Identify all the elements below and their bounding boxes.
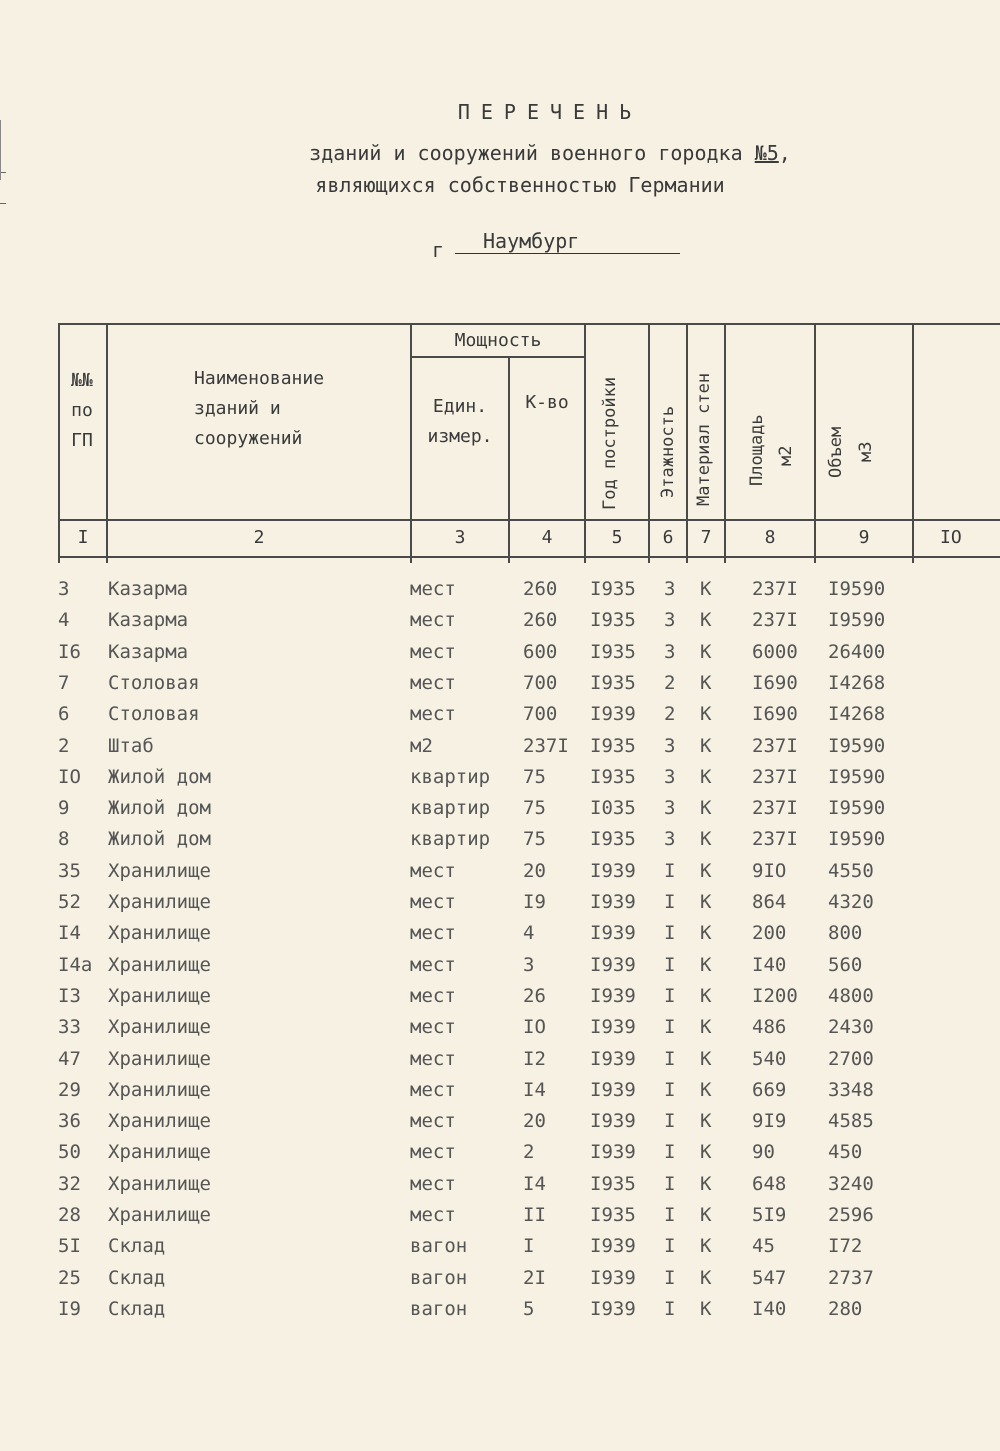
- cell-gp: 8: [58, 828, 70, 851]
- cell-walls: К: [700, 922, 712, 945]
- cell-walls: К: [700, 859, 712, 882]
- edge-line: [0, 120, 1, 180]
- cell-name: Жилой дом: [108, 828, 211, 851]
- cell-qty: 2: [523, 1141, 535, 1164]
- cell-qty: 75: [523, 828, 546, 851]
- cell-year: I935: [590, 578, 636, 600]
- cell-area: 486: [752, 1016, 787, 1039]
- cell-gp: 52: [58, 891, 81, 913]
- cell-name: Хранилище: [108, 1047, 211, 1070]
- cell-name: Склад: [108, 1235, 166, 1258]
- cell-year: I935: [590, 1204, 636, 1226]
- cell-qty: 75: [523, 765, 546, 788]
- cell-year: I939: [590, 1235, 636, 1258]
- cell-year: I035: [590, 797, 636, 820]
- cell-qty: 26: [523, 984, 546, 1007]
- cell-area: 45: [752, 1235, 775, 1258]
- cell-floors: I: [664, 1047, 676, 1070]
- city-label: г: [432, 238, 445, 262]
- cell-unit: мест: [410, 578, 456, 600]
- header-year: Год постройки: [600, 376, 620, 510]
- col-num-5: 5: [611, 527, 623, 548]
- cell-floors: I: [664, 1297, 676, 1320]
- cell-area: I690: [752, 671, 798, 694]
- cell-volume: 3240: [828, 1172, 874, 1195]
- cell-name: Склад: [108, 1266, 166, 1289]
- cell-floors: I: [664, 891, 676, 913]
- cell-volume: I4268: [828, 703, 886, 726]
- cell-name: Хранилище: [108, 922, 211, 945]
- cell-year: I939: [590, 1141, 636, 1164]
- header-area: Площадь: [747, 414, 767, 486]
- cell-area: I690: [752, 703, 798, 726]
- cell-year: I939: [590, 891, 636, 913]
- document-title: ПЕРЕЧЕНЬ: [457, 100, 643, 124]
- table-row: [0, 1204, 1000, 1234]
- cell-qty: 4: [523, 922, 535, 945]
- cell-gp: 36: [58, 1110, 81, 1133]
- cell-year: I935: [590, 671, 636, 694]
- cell-volume: I9590: [828, 828, 886, 851]
- cell-year: I939: [590, 1297, 636, 1320]
- cell-volume: 4585: [828, 1110, 874, 1133]
- cell-gp: 33: [58, 1016, 81, 1039]
- cell-area: 237I: [752, 765, 798, 788]
- cell-unit: мест: [410, 1016, 456, 1039]
- cell-floors: I: [664, 1266, 676, 1289]
- cell-floors: 3: [664, 797, 676, 820]
- cell-year: I935: [590, 734, 636, 757]
- col-num-3: 3: [454, 527, 466, 548]
- cell-volume: I9590: [828, 765, 886, 788]
- cell-floors: I: [664, 922, 676, 945]
- subtitle-text: зданий и сооружений военного городка: [309, 141, 743, 165]
- cell-unit: квартир: [410, 765, 491, 788]
- cell-name: Хранилище: [108, 1141, 211, 1164]
- cell-qty: 600: [523, 640, 558, 663]
- cell-volume: 26400: [828, 640, 886, 663]
- cell-name: Склад: [108, 1297, 166, 1320]
- cell-floors: 3: [664, 765, 676, 788]
- cell-qty: I4: [523, 1078, 546, 1101]
- table-row: [0, 609, 1000, 639]
- cell-unit: мест: [410, 703, 456, 726]
- cell-qty: I9: [523, 891, 546, 913]
- cell-floors: 3: [664, 734, 676, 757]
- cell-gp: 5I: [58, 1235, 81, 1258]
- cell-qty: IO: [523, 1016, 546, 1039]
- cell-gp: 9: [58, 797, 70, 820]
- cell-qty: 700: [523, 703, 558, 726]
- cell-unit: вагон: [410, 1297, 468, 1320]
- col-num-6: 6: [662, 527, 674, 548]
- cell-qty: 20: [523, 1110, 546, 1133]
- cell-walls: К: [700, 797, 712, 820]
- cell-floors: I: [664, 859, 676, 882]
- cell-gp: 7: [58, 671, 70, 694]
- cell-gp: I4a: [58, 953, 93, 976]
- cell-unit: квартир: [410, 828, 491, 851]
- col-num-8: 8: [764, 527, 776, 548]
- cell-name: Казарма: [108, 609, 189, 632]
- cell-volume: 450: [828, 1141, 863, 1164]
- table-row: [0, 1298, 1000, 1328]
- cell-gp: I9: [58, 1297, 81, 1320]
- cell-year: I939: [590, 703, 636, 726]
- table-row: [0, 735, 1000, 765]
- cell-unit: мест: [410, 859, 456, 882]
- cell-volume: I9590: [828, 609, 886, 632]
- table-row: [0, 797, 1000, 827]
- cell-walls: К: [700, 703, 712, 726]
- subtitle-comma: ,: [778, 141, 791, 165]
- table-row: [0, 860, 1000, 890]
- cell-volume: 3348: [828, 1078, 874, 1101]
- cell-volume: I9590: [828, 734, 886, 757]
- cell-qty: 237I: [523, 734, 569, 757]
- cell-area: 547: [752, 1266, 787, 1289]
- cell-qty: 3: [523, 953, 535, 976]
- cell-walls: К: [700, 828, 712, 851]
- header-qty: К-во: [525, 392, 569, 413]
- cell-year: I939: [590, 1110, 636, 1133]
- cell-floors: 3: [664, 828, 676, 851]
- cell-area: 9I9: [752, 1110, 787, 1133]
- cell-unit: мест: [410, 953, 456, 976]
- cell-floors: 3: [664, 640, 676, 663]
- cell-volume: 800: [828, 922, 863, 945]
- table-row: [0, 954, 1000, 984]
- cell-walls: К: [700, 1172, 712, 1195]
- cell-area: I40: [752, 953, 787, 976]
- cell-qty: I2: [523, 1047, 546, 1070]
- table-row: [0, 1235, 1000, 1265]
- cell-name: Жилой дом: [108, 797, 211, 820]
- cell-walls: К: [700, 609, 712, 632]
- cell-area: 237I: [752, 609, 798, 632]
- cell-year: I935: [590, 828, 636, 851]
- cell-name: Хранилище: [108, 1016, 211, 1039]
- table-row: [0, 985, 1000, 1015]
- cell-volume: I4268: [828, 671, 886, 694]
- cell-gp: 35: [58, 859, 81, 882]
- table-row: [0, 922, 1000, 952]
- cell-unit: мест: [410, 1078, 456, 1101]
- table-row: [0, 578, 1000, 608]
- cell-unit: мест: [410, 1172, 456, 1195]
- col-num-7: 7: [700, 527, 712, 548]
- cell-floors: I: [664, 953, 676, 976]
- col-num-9: 9: [858, 527, 870, 548]
- cell-walls: К: [700, 1141, 712, 1164]
- cell-gp: I4: [58, 922, 81, 945]
- cell-gp: I3: [58, 984, 81, 1007]
- table-row: [0, 1267, 1000, 1297]
- cell-unit: мест: [410, 1141, 456, 1164]
- cell-volume: I72: [828, 1235, 863, 1258]
- cell-floors: I: [664, 1078, 676, 1101]
- cell-walls: К: [700, 1047, 712, 1070]
- cell-year: I939: [590, 984, 636, 1007]
- cell-walls: К: [700, 1016, 712, 1039]
- cell-unit: м2: [410, 734, 433, 757]
- cell-area: 90: [752, 1141, 775, 1164]
- cell-unit: мест: [410, 891, 456, 913]
- cell-name: Хранилище: [108, 984, 211, 1007]
- cell-unit: квартир: [410, 797, 491, 820]
- cell-name: Хранилище: [108, 891, 211, 913]
- table-row: [0, 672, 1000, 702]
- cell-name: Хранилище: [108, 1110, 211, 1133]
- cell-name: Хранилище: [108, 1204, 211, 1226]
- cell-year: I935: [590, 640, 636, 663]
- cell-year: I935: [590, 609, 636, 632]
- document-subtitle-line1: [50, 141, 1000, 165]
- cell-area: 648: [752, 1172, 787, 1195]
- cell-area: 237I: [752, 797, 798, 820]
- table-row: [0, 1173, 1000, 1203]
- cell-floors: I: [664, 1204, 676, 1226]
- cell-gp: 4: [58, 609, 70, 632]
- cell-year: I939: [590, 1016, 636, 1039]
- cell-gp: 47: [58, 1047, 81, 1070]
- cell-qty: 260: [523, 578, 558, 600]
- cell-floors: I: [664, 1110, 676, 1133]
- cell-name: Хранилище: [108, 953, 211, 976]
- cell-volume: 2700: [828, 1047, 874, 1070]
- cell-gp: 28: [58, 1204, 81, 1226]
- cell-area: 864: [752, 891, 787, 913]
- cell-area: 200: [752, 922, 787, 945]
- cell-year: I939: [590, 953, 636, 976]
- table-row: [0, 703, 1000, 733]
- cell-floors: I: [664, 1141, 676, 1164]
- cell-area: 237I: [752, 734, 798, 757]
- cell-qty: 5: [523, 1297, 535, 1320]
- cell-qty: 20: [523, 859, 546, 882]
- cell-gp: 6: [58, 703, 70, 726]
- cell-volume: 2430: [828, 1016, 874, 1039]
- cell-walls: К: [700, 671, 712, 694]
- cell-walls: К: [700, 734, 712, 757]
- cell-volume: 560: [828, 953, 863, 976]
- cell-area: 540: [752, 1047, 787, 1070]
- cell-gp: IO: [58, 765, 81, 788]
- cell-floors: 2: [664, 703, 676, 726]
- table-row: [0, 1141, 1000, 1171]
- cell-walls: К: [700, 1266, 712, 1289]
- cell-gp: 29: [58, 1078, 81, 1101]
- header-capacity: Мощность: [454, 330, 542, 351]
- header-name: Наименование зданий и сооружений: [194, 368, 325, 449]
- cell-year: I939: [590, 1047, 636, 1070]
- cell-unit: мест: [410, 671, 456, 694]
- cell-area: 237I: [752, 578, 798, 600]
- cell-name: Хранилище: [108, 1172, 211, 1195]
- cell-year: I935: [590, 765, 636, 788]
- header-volume: Объем: [826, 426, 846, 478]
- cell-qty: 2I: [523, 1266, 546, 1289]
- cell-volume: 4550: [828, 859, 874, 882]
- cell-walls: К: [700, 1110, 712, 1133]
- cell-area: I200: [752, 984, 798, 1007]
- cell-year: I939: [590, 1078, 636, 1101]
- cell-walls: К: [700, 640, 712, 663]
- cell-qty: 75: [523, 797, 546, 820]
- table-row: [0, 766, 1000, 796]
- table-row: [0, 891, 1000, 921]
- cell-unit: мест: [410, 1110, 456, 1133]
- header-area-unit: м2: [776, 445, 796, 466]
- table-row: [0, 828, 1000, 858]
- cell-name: Столовая: [108, 671, 200, 694]
- cell-area: 669: [752, 1078, 787, 1101]
- col-num-10: IO: [940, 527, 962, 548]
- cell-volume: 2737: [828, 1266, 874, 1289]
- cell-year: I939: [590, 1266, 636, 1289]
- cell-volume: 280: [828, 1297, 863, 1320]
- col-num-1: I: [77, 527, 89, 548]
- cell-name: Казарма: [108, 640, 189, 663]
- document-subtitle-line2: являющихся собственностью Германии: [315, 173, 725, 197]
- header-volume-unit: м3: [856, 441, 876, 462]
- cell-walls: К: [700, 891, 712, 913]
- cell-name: Столовая: [108, 703, 200, 726]
- cell-qty: I4: [523, 1172, 546, 1195]
- cell-unit: мест: [410, 609, 456, 632]
- cell-walls: К: [700, 1235, 712, 1258]
- cell-qty: 260: [523, 609, 558, 632]
- cell-unit: мест: [410, 922, 456, 945]
- table-row: [0, 641, 1000, 671]
- cell-unit: мест: [410, 1204, 456, 1226]
- cell-floors: 3: [664, 578, 676, 600]
- cell-area: 237I: [752, 828, 798, 851]
- cell-area: 5I9: [752, 1204, 787, 1226]
- cell-volume: 4320: [828, 891, 874, 913]
- cell-walls: К: [700, 984, 712, 1007]
- cell-name: Штаб: [108, 734, 154, 757]
- cell-unit: мест: [410, 640, 456, 663]
- cell-unit: мест: [410, 1047, 456, 1070]
- cell-area: I40: [752, 1297, 787, 1320]
- header-walls: Материал стен: [694, 372, 714, 506]
- cell-qty: I: [523, 1235, 535, 1258]
- cell-year: I939: [590, 922, 636, 945]
- cell-unit: вагон: [410, 1235, 468, 1258]
- town-number: №5: [754, 141, 779, 165]
- cell-walls: К: [700, 765, 712, 788]
- cell-floors: 2: [664, 671, 676, 694]
- cell-gp: 2: [58, 734, 70, 757]
- cell-floors: I: [664, 1235, 676, 1258]
- table-row: [0, 1048, 1000, 1078]
- col-num-4: 4: [541, 527, 553, 548]
- cell-year: I939: [590, 859, 636, 882]
- cell-qty: 700: [523, 671, 558, 694]
- cell-volume: I9590: [828, 578, 886, 600]
- cell-floors: I: [664, 1172, 676, 1195]
- table-row: [0, 1079, 1000, 1109]
- cell-gp: 3: [58, 578, 70, 600]
- cell-volume: 4800: [828, 984, 874, 1007]
- cell-gp: 32: [58, 1172, 81, 1195]
- cell-volume: 2596: [828, 1204, 874, 1226]
- cell-floors: 3: [664, 609, 676, 632]
- cell-unit: мест: [410, 984, 456, 1007]
- cell-area: 6000: [752, 640, 798, 663]
- cell-gp: 50: [58, 1141, 81, 1164]
- table-row: [0, 1110, 1000, 1140]
- cell-year: I935: [590, 1172, 636, 1195]
- cell-qty: II: [523, 1204, 546, 1226]
- cell-floors: I: [664, 984, 676, 1007]
- header-floors: Этажность: [658, 405, 678, 498]
- cell-name: Казарма: [108, 578, 189, 600]
- table-row: [0, 1016, 1000, 1046]
- cell-walls: К: [700, 1204, 712, 1226]
- cell-name: Жилой дом: [108, 765, 211, 788]
- cell-name: Хранилище: [108, 859, 211, 882]
- cell-walls: К: [700, 953, 712, 976]
- cell-volume: I9590: [828, 797, 886, 820]
- cell-walls: К: [700, 1297, 712, 1320]
- col-num-2: 2: [253, 527, 265, 548]
- cell-name: Хранилище: [108, 1078, 211, 1101]
- edge-mark: [0, 203, 6, 204]
- cell-walls: К: [700, 1078, 712, 1101]
- cell-walls: К: [700, 578, 712, 600]
- header-gp: №№ по ГП: [71, 370, 93, 451]
- header-unit: Един. измер.: [427, 396, 493, 447]
- cell-unit: вагон: [410, 1266, 468, 1289]
- city-name: Наумбург: [455, 229, 680, 254]
- cell-gp: 25: [58, 1266, 81, 1289]
- cell-gp: I6: [58, 640, 81, 663]
- cell-floors: I: [664, 1016, 676, 1039]
- cell-area: 9IO: [752, 859, 787, 882]
